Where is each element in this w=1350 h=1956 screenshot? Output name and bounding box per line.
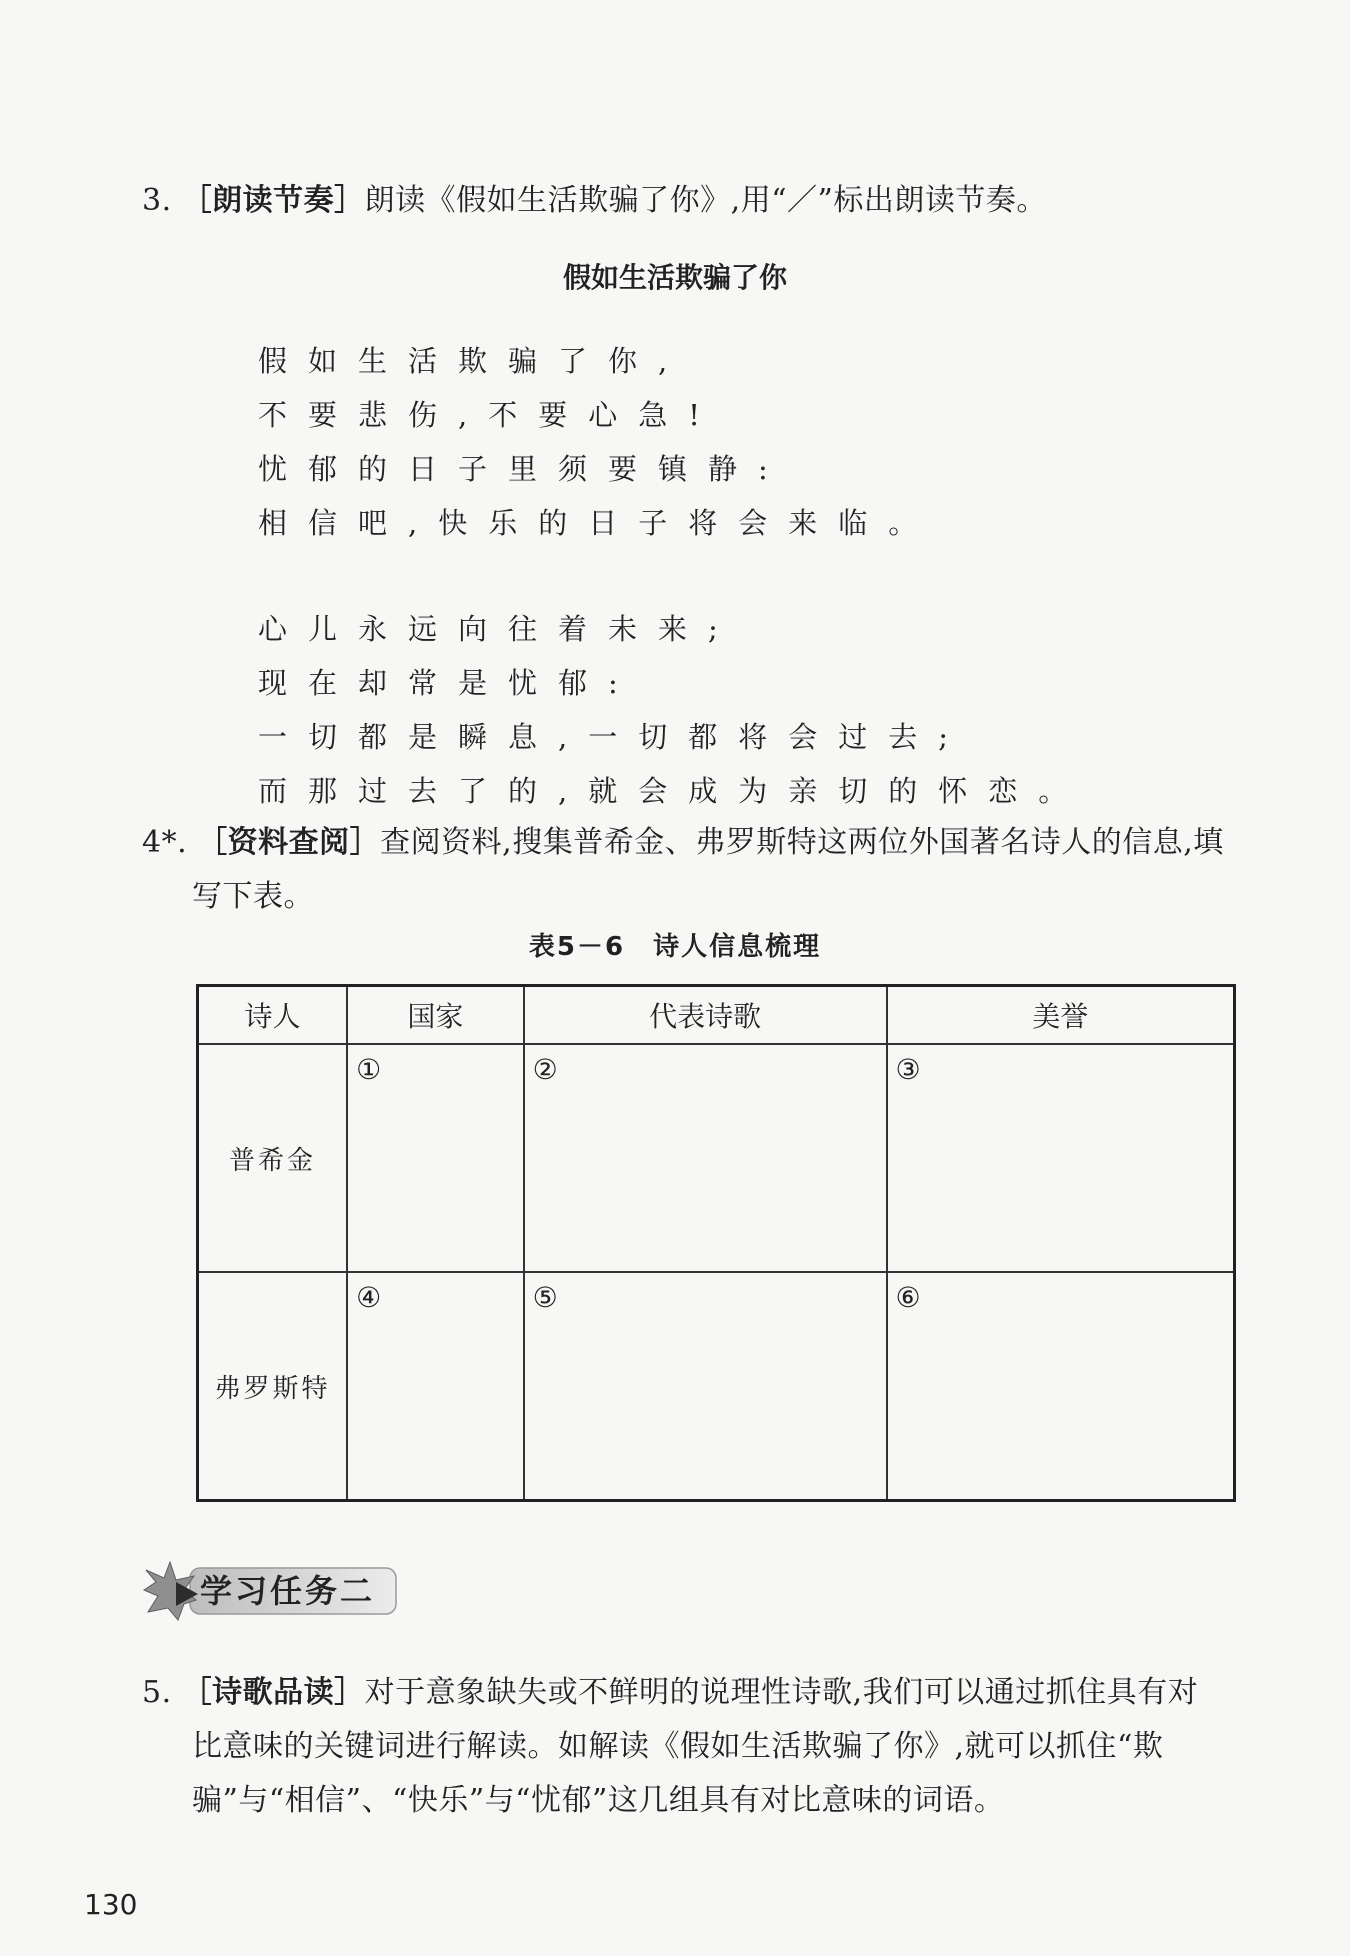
blank-marker: ⑤ [532, 1281, 558, 1314]
blank-marker: ① [356, 1053, 382, 1086]
header-honor: 美誉 [887, 986, 1235, 1045]
table-row [198, 1044, 1235, 1272]
poem-line: 忧郁的日子里须要镇静: [258, 452, 789, 486]
question-number: 5. [142, 1675, 172, 1710]
question-4 [142, 816, 1242, 924]
poem-line: 而那过去了的,就会成为亲切的怀恋。 [258, 774, 1089, 808]
page-number: 130 [84, 1888, 138, 1921]
poem-line: 心儿永远向往着未来; [258, 612, 739, 646]
header-poet: 诗人 [198, 986, 348, 1045]
section-title: 学习任务二 [200, 1572, 376, 1610]
answer-cell-country[interactable] [347, 1272, 524, 1501]
question-number: 4*. [142, 825, 188, 860]
question-text: 朗读《假如生活欺骗了你》,用“／”标出朗读节奏。 [364, 183, 1047, 218]
question-tag: ［资料查阅］ [197, 825, 381, 860]
blank-marker: ③ [895, 1053, 921, 1086]
answer-cell-works[interactable] [524, 1044, 887, 1272]
stanza-gap [258, 550, 1088, 602]
table-caption: 表5－6 诗人信息梳理 [528, 932, 822, 962]
question-text-cont: 骗”与“相信”、“快乐”与“忧郁”这几组具有对比意味的词语。 [192, 1783, 1005, 1818]
poem-line: 现在却常是忧郁: [258, 666, 639, 700]
question-text-cont: 写下表。 [192, 879, 314, 914]
poet-info-table [196, 984, 1236, 1502]
question-tag: ［朗读节奏］ [181, 183, 365, 218]
question-5 [142, 1666, 1242, 1828]
header-works: 代表诗歌 [524, 986, 887, 1045]
poem-line: 假如生活欺骗了你, [258, 344, 689, 378]
table-header-row [198, 986, 1235, 1045]
table-row [198, 1272, 1235, 1501]
poet-name: 普希金 [198, 1044, 348, 1272]
blank-marker: ② [532, 1053, 558, 1086]
blank-marker: ⑥ [895, 1281, 921, 1314]
question-text: 对于意象缺失或不鲜明的说理性诗歌,我们可以通过抓住具有对 [364, 1675, 1199, 1710]
poem-body [258, 334, 1088, 818]
question-tag: ［诗歌品读］ [181, 1675, 365, 1710]
question-text: 查阅资料,搜集普希金、弗罗斯特这两位外国著名诗人的信息,填 [380, 825, 1224, 860]
poem-line: 不要悲伤,不要心急! [258, 398, 721, 432]
poem-line: 一切都是瞬息,一切都将会过去; [258, 720, 969, 754]
question-text-cont: 比意味的关键词进行解读。如解读《假如生活欺骗了你》,就可以抓住“欺 [192, 1729, 1164, 1764]
question-number: 3. [142, 183, 172, 218]
poet-name: 弗罗斯特 [198, 1272, 348, 1501]
poem-title: 假如生活欺骗了你 [562, 261, 787, 294]
question-3 [142, 174, 1242, 228]
answer-cell-honor[interactable] [887, 1044, 1235, 1272]
answer-cell-works[interactable] [524, 1272, 887, 1501]
answer-cell-country[interactable] [347, 1044, 524, 1272]
blank-marker: ④ [356, 1281, 382, 1314]
poem-line: 相信吧,快乐的日子将会来临。 [258, 506, 939, 540]
header-country: 国家 [347, 986, 524, 1045]
answer-cell-honor[interactable] [887, 1272, 1235, 1501]
